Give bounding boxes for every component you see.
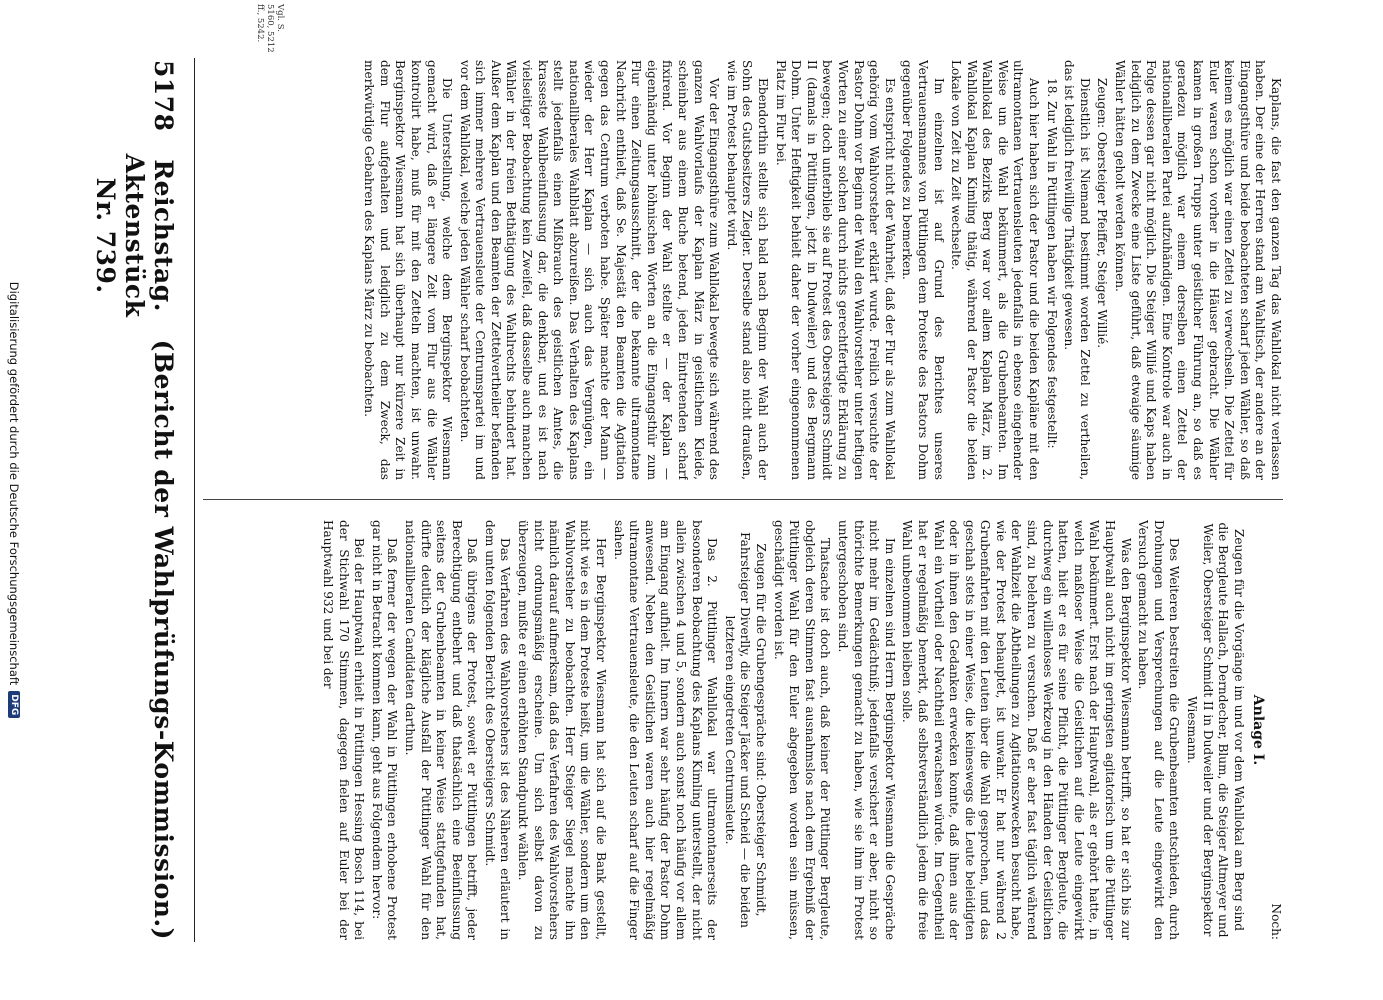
dfg-logo: DFG — [8, 691, 20, 718]
paragraph-r0: Noch: — [1269, 903, 1283, 940]
paragraph-r12: Daß ferner der wegen der Wahl in Püttlingen erhobene Protest gar nicht in Betracht kommen kann, geht aus Folgendem hervor: — [369, 520, 400, 940]
paragraph-r3: Des Weiteren bestreiten die Grubenbeamten entschieden, durch Drohungen und Versprechungen auf die Leute eingewirkt den Versuch gemacht zu haben. — [1136, 520, 1182, 940]
footer-credit — [5, 4, 23, 996]
paragraph-r4: Was den Berginspektor Wiesmann betrifft, so hat er sich bis zur Hauptwahl auch nicht im geringsten agitatorisch um die Püttlinger Wahl bekümmert. Erst nach der Hauptwahl, als er gehört hatte, in welch maßloser Weise die Geistlichen auf die Leute eingewirkt hatten, hielt er es für seine Pflicht, die Püttlinger Bergleute, die durchweg ein willenloses Werkzeug in den Händen der Geistlichen sind, zu belehren zu versuchen. Daß er aber fast täglich während der Wahlzeit die Abtheilungen zu Agitationszwecken besucht habe, wie der Protest behauptet, ist unwahr. Er hat nur während 2 Grubenfahrten mit den Leuten über die Wahl gesprochen, und das geschah stets in einer Weise, die keineswegs die Leute beleidigten oder in ihnen den Gedanken erwecken konnte, daß ihnen aus der Wahl ein Vortheil oder Nachtheil erwachsen würde. Im Gegentheil hat er regelmäßig bemerkt, daß selbstverständlich jedem die freie Wahl unbenommen bleiben solle. — [900, 520, 1133, 940]
paragraph-r9: Herr Berginspektor Wiesmann hat sich auf die Bank gestellt, nicht wie es in dem Proteste heißt, um die Wähler, sondern um den Wahlvorsteher zu beobachten. Herr Steiger Siegel machte ihn nämlich darauf aufmerksam, daß das Verfahren des Wahlvorstehers nicht ordnungsmäßig erscheine. Um sich selbst davon zu überzeugen, mußte er einen erhöhten Standpunkt wählen. — [516, 520, 609, 940]
paragraph-l9: Vor der Eingangsthüre zum Wahllokal bewegte sich während des ganzen Wahlvorlaufs der Kaplan März in geistlichem Kleide, scheinbar aus einem Buche betend, jeden Eintretenden scharf fixirend. Vor Beginn der Wahl stellte er — der Kaplan — eigenhändig unter höhnischen Worten an die Eingangsthür zum Flur einen Zeitungsausschnitt, der die bekannte ultramontane Nachricht enthielt, daß Se. Majestät den Beamten die Agitation gegen das Centrum verboten habe. Später machte der Mann — wieder der Herr Kaplan — sich auch das Vergnügen, ein nationalliberales Wahlblatt abzureißen. Das Verhalten des Kaplans stellt jedenfalls einen Mißbrauch des geistlichen Amtes, die krasseste Wahlbeeinflussung dar, die denkbar, und es ist nach vielseitiger Beobachtung kein Zweifel, daß dasselbe auch manchen Wähler in der freien Bethätigung des Wahlrechts behindert hat. Außer dem Kaplan und den Beamten der Zettelvertheiler befanden sich immer mehrere Vertrauensleute der Centrumspartei im und vor dem Wahllokal, welche jeden Wähler scharf beobachteten. — [457, 60, 722, 480]
header-rule — [194, 58, 195, 942]
left-column — [203, 60, 1283, 480]
paragraph-r5: Im einzelnen sind Herrn Berginspektor Wiesmann die Gespräche nicht mehr im Gedächtniß; jedenfalls versichert er aber, nicht so thörichte Bemerkungen gemacht zu haben, wie sie ihm im Protest untergeschoben sind. — [835, 520, 897, 940]
page-number: 5178 — [149, 60, 178, 132]
paragraph-l2: Zeugen: Obersteiger Pfeiffer, Steiger Willié. — [1095, 78, 1110, 349]
page-title: Reichstag. Aktenstück Nr. 739. — [91, 153, 178, 318]
paragraph-l3: Dienstlich ist Niemand bestimmt worden Zettel zu vertheilen, das ist lediglich freiwillige Thätigkeit gewesen. — [1062, 60, 1092, 480]
paragraph-l8: Ebendorthin stellte sich bald nach Beginn der Wahl auch der Sohn des Gutsbesitzers Ziegler. Derselbe stand also nicht draußen, wie im Protest behauptet wird. — [724, 60, 770, 480]
margin-reference: Vgl. S. 5160, 5212 ff., 5242. — [255, 4, 285, 53]
paragraph-l1: Kaplans, die fast den ganzen Tag das Wahllokal nicht verlassen haben. Der eine der Herren stand am Wahltisch, der andere an der Eingangsthüre und beide beobachteten scharf jeden Wähler, so daß keinem es möglich war einen Zettel zu verwechseln. Die Zettel für Euler waren schon vorher in die Häuser gebracht. Die Wähler kamen in großen Trupps unter geistlicher Führung an, so daß es geradezu möglich war einem derselben einen Zettel der nationalliberalen Partei aufzuhändigen. Eine Kontrole war auch in Folge dessen gar nicht möglich. Die Steiger Willié und Kaps haben lediglich zu dem Zwecke eine Liste geführt, daß etwaige säumige Wähler hätten geholt werden können. — [1113, 60, 1283, 480]
paragraph-r7: Zeugen für die Grubengespräche sind: Obersteiger Schmidt, Fahrsteiger Diverlly, die Steiger Jäcker und Scheid — die beiden letzteren eingetreten Centrumsleute. — [722, 532, 768, 928]
paragraph-r1: Anlage I. — [1250, 694, 1267, 766]
paragraph-l4: 18. Zur Wahl in Püttlingen haben wir Folgendes festgestellt: — [1044, 78, 1059, 449]
paragraph-r13: Bei der Hauptwahl erhielt in Püttlingen Hessing Bosch 114, bei der Stichwahl 170 Stimmen, dagegen fielen auf Euler bei der Hauptwahl 932 und bei der — [320, 520, 367, 940]
paragraph-r6: Thatsache ist doch auch, daß keiner der Püttlinger Bergleute, obgleich deren Stimmen fast ausnahmslos nach dem Ergebniß der Püttlinger Wahl für den Euler abgegeben worden sein müssen, geschädigt worden ist. — [771, 520, 833, 940]
paragraph-r11: Daß übrigens der Protest, soweit er Püttlingen betrifft, jeder Berechtigung entbehrt und daß thatsächlich eine Beeinflussung seitens der Grubenbeamten in keiner Weise stattgefunden hat, dürfte deutlich der klägliche Ausfall der Püttlinger Wahl für den nationalliberalen Candidaten darthun. — [402, 520, 480, 940]
page-header — [91, 60, 178, 940]
paragraph-l10: Die Unterstellung, welche dem Berginspektor Wiesmann gemacht wird, daß er längere Zeit vom Flur aus die Wähler kontrolirt habe, muß für mit den Zetteln machten, ist unwahr. Berginspektor Wiesmann hat sich überhaupt nur kürzere Zeit in dem Flur aufgehalten und lediglich zu dem Zweck, das merkwürdige Gebahren des Kaplans März zu beobachten. — [362, 60, 455, 480]
paragraph-r2: Zeugen für die Vorgänge im und vor dem Wahllokal am Berg sind die Bergleute Hallach, Derndecher, Blum, die Steiger Altmeyer und Weiler, Obersteiger Schmidt II in Dudweiler und der Berginspektor Wiesmann. — [1185, 522, 1246, 938]
column-divider — [203, 499, 1283, 500]
paragraph-l5: Auch hier haben sich der Pastor und die beiden Kapläne mit den ultramontanen Vertrauensleuten jedenfalls in ebenso eingehender Weise um die Wahl bekümmert, als die Grubenbeamten. Im Wahllokal des Bezirks Berg war vor allem Kaplan März, im 2. Wahllokal Kaplan Kimling thätig, während der Pastor die beiden Lokale von Zeit zu Zeit wechselte. — [949, 60, 1042, 480]
right-column — [203, 520, 1283, 940]
page-subtitle: (Bericht der Wahlprüfungs-Kommission.) — [149, 339, 178, 940]
paragraph-l6: Im einzelnen ist auf Grund des Berichtes unseres Vertrauensmannes von Püttlingen dem Proteste des Pastors Dohm gegenüber Folgendes zu bemerken. — [900, 60, 946, 480]
paragraph-r10: Das Verfahren des Wahlvorstehers ist des Näheren erläutert in dem unten folgenden Bericht des Obersteigers Schmidt. — [482, 520, 513, 940]
paragraph-r8: Das 2. Püttlinger Wahllokal war ultramontanerseits der besonderen Beobachtung des Kaplans Kimling unterstellt, der nicht allein zwischen 4 und 5, sondern auch sonst noch häufig vor allem am Eingang aufhielt. Im Innern war sehr häufig der Pastor Dohm anwesend. Neben den Geistlichen waren auch hier regelmäßig ultramontane Vertrauensleute, die den Leuten scharf auf die Finger sahen. — [611, 520, 720, 940]
credit-text: Digitalisierung gefördert durch die Deutsche Forschungsgemeinschaft — [7, 281, 21, 686]
paragraph-l7: Es entspricht nicht der Wahrheit, daß der Flur als zum Wahllokal gehörig vom Wahlvorsteher erklärt wurde. Freilich versuchte der Pastor Dohm vor Beginn der Wahl den Wahlvorsteher unter heftigen Worten zu einer solchen durch nichts gerechtfertigte Erklärung zu bewegen; doch unterblieb sie auf Protest des Obersteigers Schmidt II (damals in Püttlingen, jetzt in Dudweiler) und des Bergmann Dohm. Unter Heftigkeit behielt daher der vorher eingenommenen Platz im Flur bei. — [773, 60, 897, 480]
